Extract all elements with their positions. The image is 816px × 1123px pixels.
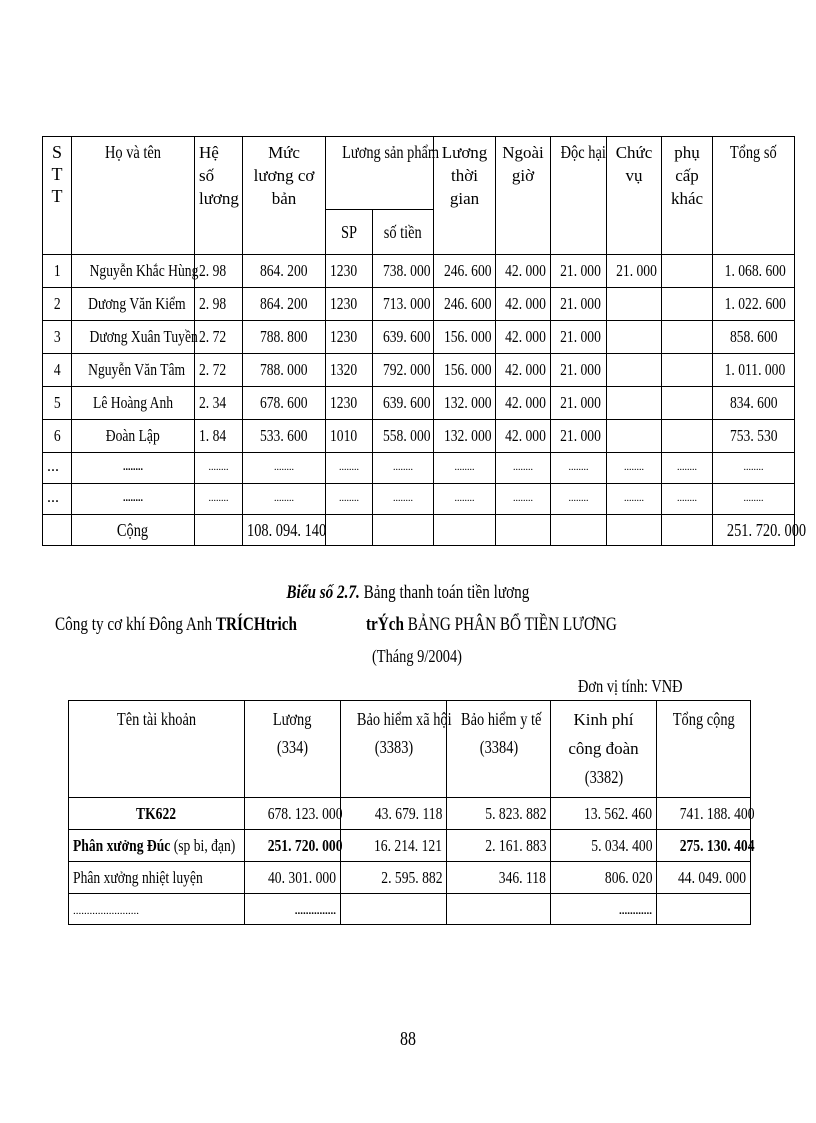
- cell-empty: [657, 894, 751, 925]
- cell-empty: [662, 515, 713, 546]
- cell-amount: 738. 000: [373, 255, 434, 288]
- allocation-table: [68, 700, 755, 925]
- allocation-row-heat-treatment: [69, 862, 751, 894]
- cell-name: Dương Văn Kiểm: [72, 288, 195, 321]
- cell-amount: 558. 000: [373, 420, 434, 453]
- cell-coef: 2. 72: [195, 354, 243, 387]
- cell-overtime: 42. 000: [496, 255, 551, 288]
- company-name: Công ty cơ khí Đông Anh TRÍCHtrich: [55, 614, 297, 635]
- cell-union: 806. 020: [551, 862, 657, 894]
- account-heat-treatment: Phân xưởng nhiệt luyện: [69, 862, 245, 894]
- cell-dots: ........: [326, 484, 373, 515]
- cell-base: 788. 800: [243, 321, 326, 354]
- total-base: 108. 094. 140: [243, 515, 326, 546]
- cell-total: 1. 022. 600: [713, 288, 795, 321]
- header-salary: Lương (334): [245, 701, 341, 798]
- cell-dots: ........: [434, 484, 496, 515]
- cell-time: 156. 000: [434, 321, 496, 354]
- payroll-table: [42, 136, 807, 546]
- cell-social: 16. 214. 121: [341, 830, 447, 862]
- cell-other: [662, 387, 713, 420]
- cell-base: 788. 000: [243, 354, 326, 387]
- total-total: 251. 720. 000: [713, 515, 795, 546]
- cell-base: 864. 200: [243, 255, 326, 288]
- cell-dots: ........: [713, 484, 795, 515]
- cell-dots: ........: [243, 453, 326, 484]
- cell-dots: ........: [662, 453, 713, 484]
- cell-empty: [447, 894, 551, 925]
- cell-hazard: 21. 000: [551, 255, 607, 288]
- cell-overtime: 42. 000: [496, 288, 551, 321]
- header-health: Bảo hiểm y tế (3384): [447, 701, 551, 798]
- cell-empty: [496, 515, 551, 546]
- payroll-row: [43, 288, 795, 321]
- cell-sp: 1320: [326, 354, 373, 387]
- allocation-row-casting: [69, 830, 751, 862]
- allocation-row-tk622: [69, 798, 751, 830]
- cell-dots: ........: [496, 484, 551, 515]
- cell-other: [662, 420, 713, 453]
- cell-position: [607, 387, 662, 420]
- payroll-row: [43, 354, 795, 387]
- cell-dots: ........: [607, 484, 662, 515]
- cell-overtime: 42. 000: [496, 354, 551, 387]
- payroll-row: [43, 387, 795, 420]
- cell-salary: 40. 301. 000: [245, 862, 341, 894]
- cell-total: 275. 130. 404: [657, 830, 751, 862]
- cell-overtime: 42. 000: [496, 321, 551, 354]
- cell-base: 864. 200: [243, 288, 326, 321]
- cell-empty: [373, 515, 434, 546]
- cell-dots: ........................: [69, 894, 245, 925]
- cell-stt: 3: [43, 321, 72, 354]
- cell-dots: ........: [551, 453, 607, 484]
- cell-stt: 6: [43, 420, 72, 453]
- cell-coef: 2. 72: [195, 321, 243, 354]
- header-grand-total: Tổng cộng: [657, 701, 751, 798]
- cell-dots: ............: [551, 894, 657, 925]
- cell-dots: ........: [373, 453, 434, 484]
- cell-overtime: 42. 000: [496, 420, 551, 453]
- cell-name: Đoàn Lập: [72, 420, 195, 453]
- cell-name: Nguyễn Khắc Hùng: [72, 255, 195, 288]
- cell-hazard: 21. 000: [551, 321, 607, 354]
- cell-position: [607, 420, 662, 453]
- total-label: Cộng: [72, 515, 195, 546]
- header-other: phụ cấp khác: [662, 137, 713, 255]
- cell-position: [607, 288, 662, 321]
- cell-amount: 639. 600: [373, 387, 434, 420]
- payroll-body: [43, 255, 807, 546]
- cell-empty: [341, 894, 447, 925]
- cell-other: [662, 288, 713, 321]
- cell-dots: ...: [43, 484, 72, 515]
- table-caption: Biểu số 2.7. Bảng thanh toán tiền lương: [286, 582, 530, 603]
- cell-dots: ........: [373, 484, 434, 515]
- header-account: Tên tài khoản: [69, 701, 245, 798]
- cell-empty: [434, 515, 496, 546]
- header-union: Kinh phí công đoàn (3382): [551, 701, 657, 798]
- cell-sp: 1010: [326, 420, 373, 453]
- page-number: 88: [400, 1028, 416, 1050]
- allocation-row-ellipsis: [69, 894, 751, 925]
- cell-time: 132. 000: [434, 387, 496, 420]
- header-overtime: Ngoài giờ: [496, 137, 551, 255]
- header-hazard: Độc hại: [551, 137, 607, 255]
- cell-dots: ........: [72, 484, 195, 515]
- cell-total: 741. 188. 400: [657, 798, 751, 830]
- cell-empty: [195, 515, 243, 546]
- cell-dots: ........: [434, 453, 496, 484]
- cell-social: 43. 679. 118: [341, 798, 447, 830]
- cell-other: [662, 321, 713, 354]
- cell-time: 246. 600: [434, 255, 496, 288]
- cell-dots: ........: [195, 484, 243, 515]
- cell-time: 132. 000: [434, 420, 496, 453]
- cell-coef: 2. 98: [195, 255, 243, 288]
- cell-stt: 5: [43, 387, 72, 420]
- cell-dots: ...: [43, 453, 72, 484]
- cell-empty: [607, 515, 662, 546]
- cell-hazard: 21. 000: [551, 387, 607, 420]
- cell-total: 44. 049. 000: [657, 862, 751, 894]
- header-name: Họ và tên: [72, 137, 195, 255]
- cell-sp: 1230: [326, 288, 373, 321]
- cell-union: 5. 034. 400: [551, 830, 657, 862]
- cell-empty: [551, 515, 607, 546]
- cell-empty: [326, 515, 373, 546]
- cell-dots: ........: [713, 453, 795, 484]
- cell-dots: ........: [243, 484, 326, 515]
- cell-name: Dương Xuân Tuyền: [72, 321, 195, 354]
- cell-dots: ........: [551, 484, 607, 515]
- cell-coef: 1. 84: [195, 420, 243, 453]
- payroll-header-row: [43, 137, 795, 210]
- cell-stt: 4: [43, 354, 72, 387]
- cell-salary: 251. 720. 000: [245, 830, 341, 862]
- cell-dots: ........: [607, 453, 662, 484]
- cell-total: 753. 530: [713, 420, 795, 453]
- cell-hazard: 21. 000: [551, 420, 607, 453]
- header-position: Chức vụ: [607, 137, 662, 255]
- cell-health: 5. 823. 882: [447, 798, 551, 830]
- cell-name: Nguyễn Văn Tâm: [72, 354, 195, 387]
- payroll-row: [43, 420, 795, 453]
- payroll-row: [43, 321, 795, 354]
- cell-other: [662, 354, 713, 387]
- cell-dots: ...............: [245, 894, 341, 925]
- header-amount: số tiền: [373, 210, 434, 255]
- account-casting: Phân xưởng Đúc (sp bi, đạn): [69, 830, 245, 862]
- cell-position: [607, 354, 662, 387]
- allocation-header-row: [69, 701, 751, 798]
- cell-total: 1. 011. 000: [713, 354, 795, 387]
- cell-amount: 639. 600: [373, 321, 434, 354]
- cell-position: [607, 321, 662, 354]
- cell-hazard: 21. 000: [551, 354, 607, 387]
- cell-sp: 1230: [326, 321, 373, 354]
- header-stt: ST T: [43, 137, 72, 255]
- cell-amount: 792. 000: [373, 354, 434, 387]
- cell-stt: 2: [43, 288, 72, 321]
- cell-stt: 1: [43, 255, 72, 288]
- header-base: Mức lương cơ bản: [243, 137, 326, 255]
- period-label: (Tháng 9/2004): [372, 646, 462, 666]
- cell-time: 156. 000: [434, 354, 496, 387]
- cell-overtime: 42. 000: [496, 387, 551, 420]
- cell-position: 21. 000: [607, 255, 662, 288]
- cell-social: 2. 595. 882: [341, 862, 447, 894]
- cell-coef: 2. 98: [195, 288, 243, 321]
- cell-health: 2. 161. 883: [447, 830, 551, 862]
- cell-other: [662, 255, 713, 288]
- header-social: Bảo hiểm xã hội (3383): [341, 701, 447, 798]
- cell-dots: ........: [662, 484, 713, 515]
- cell-union: 13. 562. 460: [551, 798, 657, 830]
- cell-base: 533. 600: [243, 420, 326, 453]
- header-time: Lương thời gian: [434, 137, 496, 255]
- payroll-row-ellipsis: [43, 484, 795, 515]
- allocation-title: trÝch BẢNG PHÂN BỔ TIỀN LƯƠNG: [366, 614, 617, 635]
- header-product: Lương sản phẩm: [326, 137, 434, 210]
- cell-base: 678. 600: [243, 387, 326, 420]
- cell-total: 1. 068. 600: [713, 255, 795, 288]
- account-tk622: TK622: [69, 798, 245, 830]
- cell-time: 246. 600: [434, 288, 496, 321]
- unit-label: Đơn vị tính: VNĐ: [578, 676, 683, 696]
- cell-total: 834. 600: [713, 387, 795, 420]
- cell-name: Lê Hoàng Anh: [72, 387, 195, 420]
- cell-hazard: 21. 000: [551, 288, 607, 321]
- cell-dots: ........: [72, 453, 195, 484]
- payroll-row-ellipsis: [43, 453, 795, 484]
- cell-total: 858. 600: [713, 321, 795, 354]
- cell-dots: ........: [496, 453, 551, 484]
- payroll-row: [43, 255, 795, 288]
- cell-dots: ........: [326, 453, 373, 484]
- cell-sp: 1230: [326, 255, 373, 288]
- cell-coef: 2. 34: [195, 387, 243, 420]
- cell-sp: 1230: [326, 387, 373, 420]
- header-coef: Hệ số lương: [195, 137, 243, 255]
- cell-amount: 713. 000: [373, 288, 434, 321]
- header-sp: SP: [326, 210, 373, 255]
- cell-health: 346. 118: [447, 862, 551, 894]
- header-total: Tổng số: [713, 137, 795, 255]
- payroll-total-row: [43, 515, 795, 546]
- cell-dots: ........: [195, 453, 243, 484]
- cell-empty: [43, 515, 72, 546]
- cell-salary: 678. 123. 000: [245, 798, 341, 830]
